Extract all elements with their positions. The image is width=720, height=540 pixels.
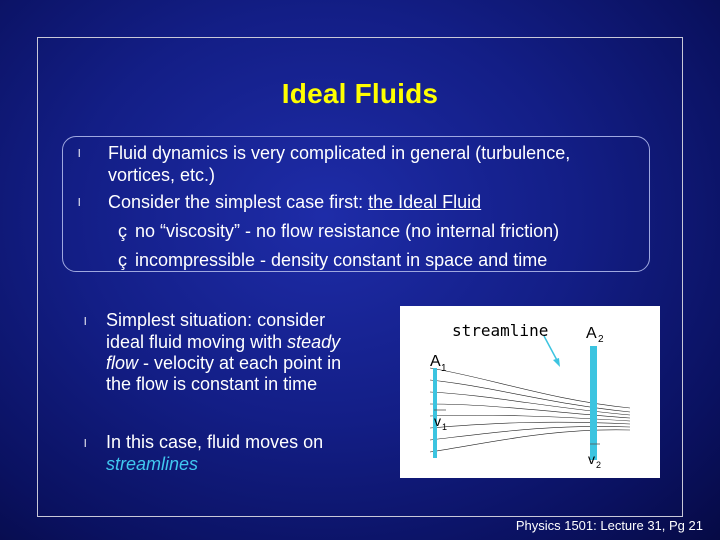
steady-flow-line-3b: - velocity at each point in <box>138 353 342 373</box>
streamline-label: streamline <box>452 321 549 340</box>
streamline-figure <box>400 306 660 478</box>
sub-point-viscosity <box>118 221 559 242</box>
box-point-2 <box>108 192 481 213</box>
bullet-icon: l <box>78 197 81 209</box>
streamline-diagram <box>400 306 660 478</box>
slide-title: Ideal Fluids <box>281 78 439 109</box>
a2-subscript: 2 <box>598 334 604 345</box>
box-point-1-line-2: vortices, etc.) <box>108 165 216 185</box>
sub-bullet-icon: ç <box>118 250 127 270</box>
v1-subscript: 1 <box>442 422 448 432</box>
v2-subscript: 2 <box>596 460 602 470</box>
steady-flow-line-3 <box>106 353 341 374</box>
sub-point-incompressible-text: incompressible - density constant in space and time <box>135 250 548 270</box>
streamlines <box>430 368 630 452</box>
steady-flow-line-2 <box>106 332 340 353</box>
sub-point-incompressible <box>118 250 547 271</box>
a1-subscript: 1 <box>441 363 447 374</box>
flow-word: flow <box>106 353 139 373</box>
cross-section-a2 <box>590 346 597 460</box>
a1-label: A <box>430 353 441 370</box>
steady-flow-line-4: the flow is constant in time <box>106 374 318 394</box>
a2-label: A <box>586 325 597 342</box>
box-point-2-text: Consider the simplest case first: <box>108 192 369 212</box>
bullet-icon: l <box>84 438 87 450</box>
sub-point-viscosity-text: no “viscosity” - no flow resistance (no internal friction) <box>135 221 560 241</box>
streamlines-line-1: In this case, fluid moves on <box>106 432 324 452</box>
slide-footer: Physics 1501: Lecture 31, Pg 21 <box>515 518 703 533</box>
v1-label: v <box>434 413 441 429</box>
v2-label: v <box>588 451 595 467</box>
steady-flow-line-1: Simplest situation: consider <box>106 310 326 330</box>
box-point-1-line-1: Fluid dynamics is very complicated in general (turbulence, <box>108 143 571 163</box>
steady-word: steady <box>287 332 341 352</box>
arrowhead-icon <box>553 358 560 367</box>
steady-flow-line-2a: ideal fluid moving with <box>106 332 288 352</box>
bullet-icon: l <box>78 148 81 160</box>
streamlines-word: streamlines <box>106 454 199 474</box>
sub-bullet-icon: ç <box>118 221 127 241</box>
bullet-icon: l <box>84 316 87 328</box>
ideal-fluid-link[interactable]: the Ideal Fluid <box>368 192 482 212</box>
